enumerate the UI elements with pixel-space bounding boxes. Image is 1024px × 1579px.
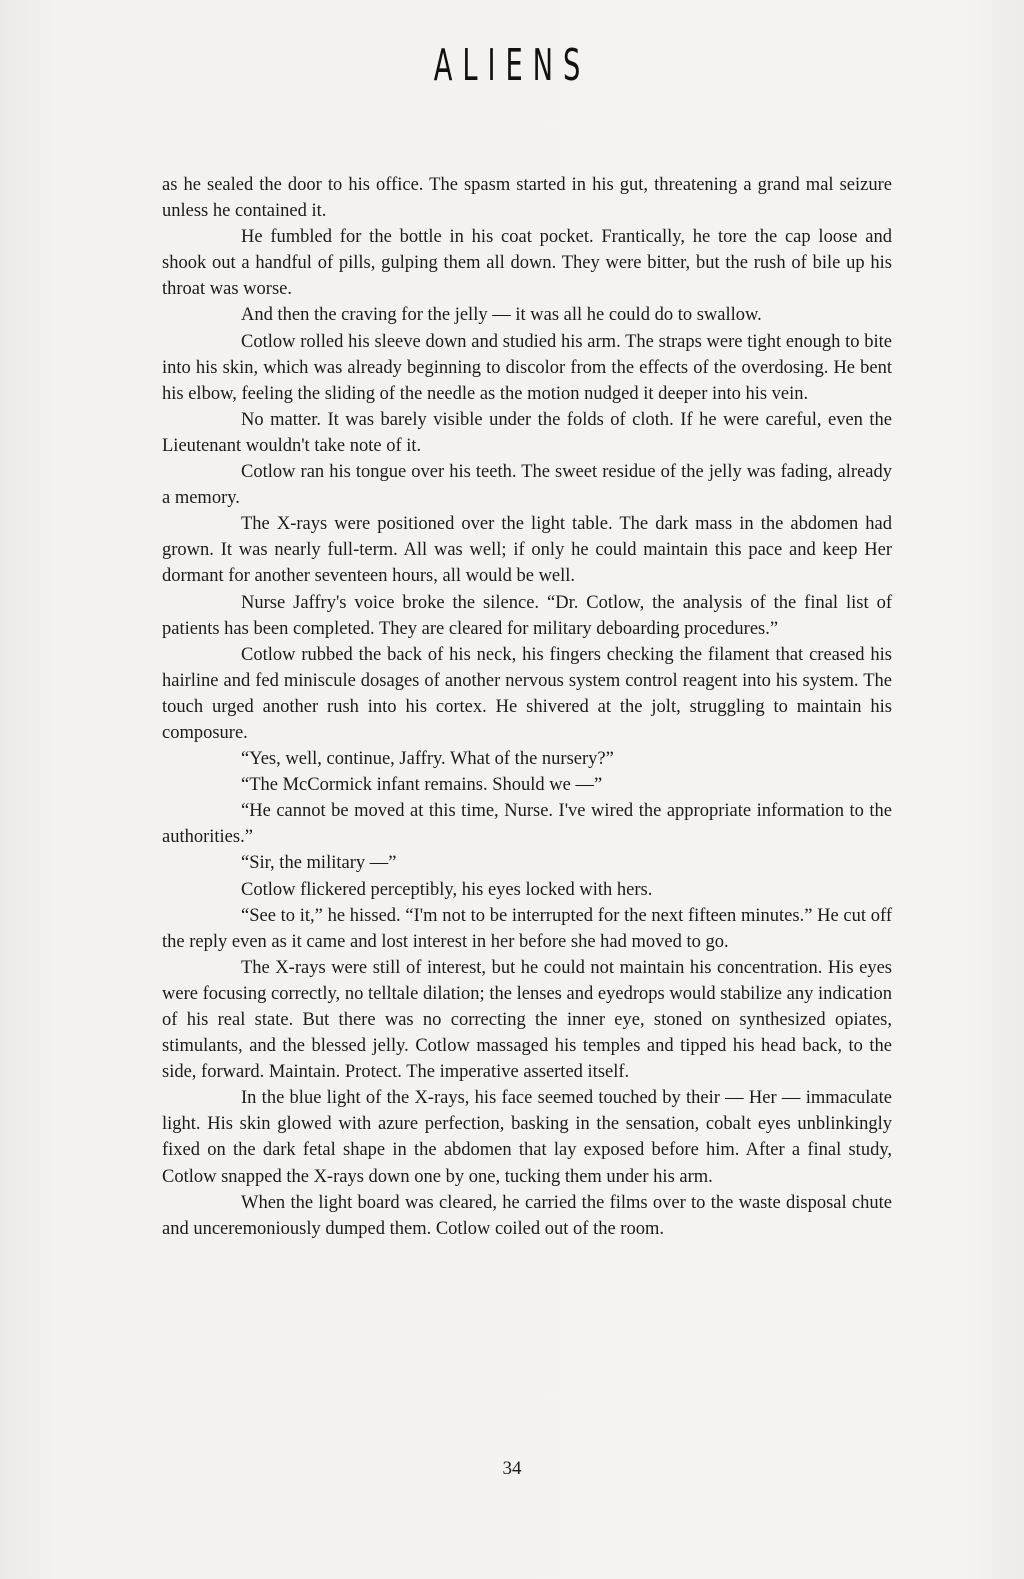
paragraph: The X-rays were positioned over the light table. The dark mass in the abdomen had grown. It was nearly full-term. All was well; if only he could maintain this pace and keep Her dormant for another seventeen hours, all would be well.	[162, 514, 892, 587]
paragraph: Nurse Jaffry's voice broke the silence. “Dr. Cotlow, the analysis of the final list of patients has been completed. They are cleared for military deboarding procedures.”	[162, 592, 892, 639]
paragraph: as he sealed the door to his office. The spasm started in his gut, threatening a grand mal seizure unless he contained it.	[162, 175, 892, 222]
body-text	[162, 172, 892, 1242]
paragraph: “Sir, the military —”	[241, 853, 397, 874]
paragraph: Cotlow rubbed the back of his neck, his fingers checking the filament that creased his hairline and fed miniscule dosages of another nervous system control reagent into his system. The touch urged another rush into his cortex. He shivered at the jolt, struggling to maintain his composure.	[162, 644, 892, 743]
paragraph: “The McCormick infant remains. Should we —”	[241, 775, 603, 796]
paragraph: He fumbled for the bottle in his coat pocket. Frantically, he tore the cap loose and shook out a handful of pills, gulping them all down. They were bitter, but the rush of bile up his throat was worse.	[162, 227, 892, 300]
paragraph: When the light board was cleared, he carried the films over to the waste disposal chute and unceremoniously dumped them. Cotlow coiled out of the room.	[162, 1192, 892, 1239]
paragraph: And then the craving for the jelly — it was all he could do to swallow.	[241, 305, 762, 326]
paragraph: “See to it,” he hissed. “I'm not to be interrupted for the next fifteen minutes.” He cut off the reply even as it came and lost interest in her before she had moved to go.	[162, 905, 892, 952]
paragraph: Cotlow ran his tongue over his teeth. The sweet residue of the jelly was fading, already a memory.	[162, 462, 892, 509]
paragraph: In the blue light of the X-rays, his face seemed touched by their — Her — immaculate light. His skin glowed with azure perfection, basking in the sensation, cobalt eyes unblinkingly fixed on the dark fetal shape in the abdomen that lay exposed before him. After a final study, Cotlow snapped the X-rays down one by one, tucking them under his arm.	[162, 1088, 892, 1187]
paragraph: No matter. It was barely visible under the folds of cloth. If he were careful, even the Lieutenant wouldn't take note of it.	[162, 409, 892, 456]
running-header-title: ALIENS	[433, 40, 591, 91]
paragraph: The X-rays were still of interest, but he could not maintain his concentration. His eyes were focusing correctly, no telltale dilation; the lenses and eyedrops would stabilize any indication of his real state. But there was no correcting the inner eye, stoned on synthesized opiates, stimulants, and the blessed jelly. Cotlow massaged his temples and tipped his head back, to the side, forward. Maintain. Protect. The imperative asserted itself.	[162, 957, 892, 1083]
paragraph: “He cannot be moved at this time, Nurse. I've wired the appropriate information to the authorities.”	[162, 801, 892, 848]
page-number: 34	[502, 1458, 522, 1479]
paragraph: “Yes, well, continue, Jaffry. What of the nursery?”	[241, 749, 614, 770]
paragraph: Cotlow flickered perceptibly, his eyes locked with hers.	[241, 879, 653, 900]
paragraph: Cotlow rolled his sleeve down and studied his arm. The straps were tight enough to bite into his skin, which was already beginning to discolor from the effects of the overdosing. He bent his elbow, feeling the sliding of the needle as the motion nudged it deeper into his vein.	[162, 331, 892, 404]
